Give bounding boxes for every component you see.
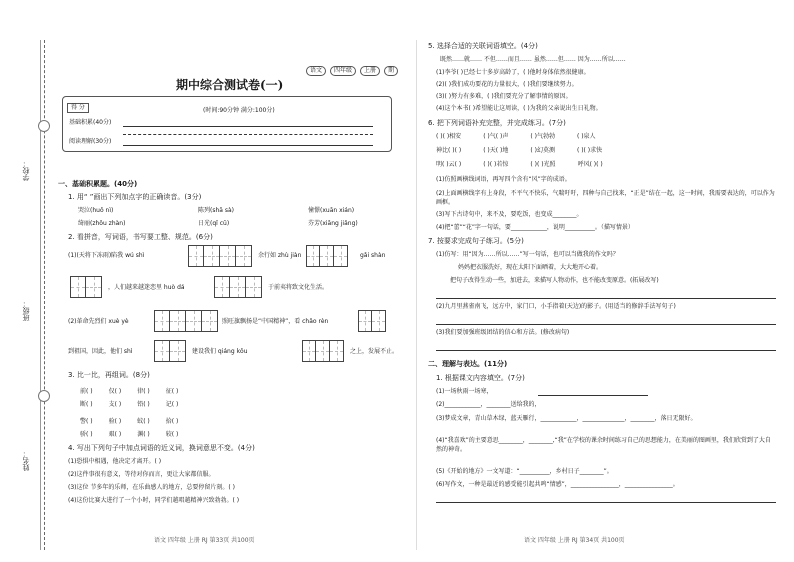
q8-s2: (2)____________，________送给我的， [436,401,541,408]
tag-volume: 上册 [360,66,380,76]
header-line1-label: 基础积累(40分) [69,119,112,126]
page-title: 期中综合测试卷(一) [176,78,284,92]
header-line2 [123,134,373,135]
q3-group: 验( ) 艰( ) [108,418,122,438]
q5-s1: (1)李爷( )已经七十多岁高龄了，( )他时身体依然很健康。 [436,69,590,76]
q7-s1: (1)仿写：用“因为……所以……”写一句话，也可以当做我的作文吗？ [436,251,619,258]
q3-group: 前( ) 断( ) [80,388,93,408]
q1-stem: 1. 用“ ”画出下列加点字的正确读音。(3分) [68,193,202,201]
q2-p1e: 于前夷将致文化生活。 [268,284,329,291]
tag-subject: 语文 [306,66,326,76]
section2-heading: 二、理解与表达。(11分) [428,360,508,368]
writing-grid[interactable] [214,276,262,298]
answer-line[interactable] [436,350,776,351]
writing-grid[interactable] [358,310,386,332]
q3-group: 警( ) 骄( ) [80,418,93,438]
q2-p2b: 照旺旗飘扬是“中国精神”，看 chǎo rèn [222,318,329,325]
q4-s1: (1)恐惧中相遇，他决定才离开。( ) [68,458,162,465]
q2-p1c: gǎi shàn [360,252,386,259]
q2-stem: 2. 看拼音，写词语，书写要工整、规范。(6分) [68,233,213,241]
q3-group: 蚊( ) 渊( ) [137,418,150,438]
page-divider [416,40,417,550]
answer-line[interactable] [436,324,776,325]
q1-item: 芬芳(xiāng jiǎng) [308,220,358,227]
q3-group: 律( ) 铅( ) [137,388,150,408]
writing-grid[interactable] [188,245,252,267]
q2-p2e: 之上，发展不止。 [350,348,399,355]
score-label: 得 分 [67,103,89,113]
q3-group: 拾( ) 较( ) [165,418,179,438]
time-info: (时间:90分钟 满分:100分) [203,107,275,114]
q1-item: 日光(qǐ cū) [198,220,230,227]
writing-grid[interactable] [70,276,102,298]
q8-s3: (3)梦成文章，青山草木绿，蓝天雁行，____________，______________，________，落日无限好。 [436,415,697,422]
binding-line [44,40,45,550]
q6-s4: (4)把“蕾”“花”字一句话，要____________，说明__________。（描写情景） [436,224,634,231]
q4-stem: 4. 写出下列句子中加点词语的近义词，换词意思不变。(4分) [68,444,255,452]
q8-s1: (1)一场秋雨一场寒， [436,388,493,395]
q4-s3: (3)这位 节多年的乐师，在乐曲感人的地方，总要停留片刻。( ) [68,484,235,491]
right-page [428,40,778,550]
q7-s3: (3)我们要加强班级团结的信心和方法。(修改病句) [436,329,570,336]
q1-item: 陈列(shā sà) [198,207,234,214]
side-school-label: 学校： [22,160,30,181]
binding-circle [38,390,50,402]
tag-grade: 四年级 [330,66,356,76]
q4-s2: (2)这件事很有意义，等待对你而言，更让大家都信服。 [68,471,215,478]
q2-p1a: (1)(天将下冻雨)陷我 wú shì [68,252,145,259]
q5-s2: (2)( )我们成功要花的力量很大，( )我们要继续努力。 [436,81,578,88]
answer-line[interactable] [436,298,776,299]
q2-p2c: 到祖国，因此，他们 shì [68,348,133,355]
q6-row: ( )( )相安 ( )气( )声 ( )气勃勃 ( )泉人 [436,133,596,140]
q6-stem: 6. 把下列词语补充完整，并完成练习。(7分) [428,119,566,127]
q2-p1d: ，人们越来越迷恋里 huò dá [108,284,185,291]
q8-s5: (5)《开始的地方》一文写道：“__________，乡村日子________”。 [436,468,613,475]
binding-line-outer [40,40,41,550]
writing-grid[interactable] [154,310,218,332]
q8-s4: (4)“我喜欢”的主要意思________，________,“我”在学校的课余时间练习自己的思想能力，在美丽的图画里，我们欣赏到了大自然的神奇。 [436,437,771,453]
header-line3 [123,145,373,146]
q3-group: 仅( ) 支( ) [108,388,122,408]
q4-s4: (4)这份比赛大进行了一个小时，同学们越唱越精神兴致勃勃。( ) [68,497,240,504]
q5-s4: (4)这个本书( )希望能让这周读，( )为我的父亲说出生日礼物。 [436,105,602,112]
q7-s1b: 妈妈把衣服洗好，现在太阳下面晒着，大大地开心着。 [458,264,603,271]
q7-s1c: 把句子改得生动一些，加进去，来描写人物动作，也不能改变原意。(拓展改写) [450,277,659,284]
q6-s3: (3)写下古诗句中，来不及，要吃饭，也变成________。 [436,211,583,218]
section1-heading: 一、基础积累题。(40分) [58,180,138,188]
q6-s1: (1)仿照画横线词语，再写四个含有“风”字的成语。 [436,176,571,183]
binding-circle [38,120,50,132]
q2-p2a: (2)革命先烈们 xuè yè [68,318,129,325]
q8-s6: (6)写作文，一种是最近的感受能引起共鸣“情感”，________________，________________。 [436,481,679,488]
q5-s3: (3)( )努力有多难，( )我们要充分了解事情的原因。 [436,93,572,100]
header-line3-label: 阅读理解(30分) [69,138,112,145]
q1-item: 憧憬(xuān xián) [308,207,355,214]
q5-stem: 5. 选择合适的关联词语填空。(4分) [428,42,538,50]
q2-p2d: 建设我们 qiáng kǒu [192,348,248,355]
q3-stem: 3. 比一比，再组词。(8分) [68,371,150,379]
right-footer: 语文 四年级 上册 RJ 第34页 共100页 [524,537,625,544]
left-footer: 语文 四年级 上册 RJ 第33页 共100页 [154,537,255,544]
writing-grid[interactable] [302,340,344,362]
q2-p1b: 余行如 zhù jiàn [258,252,302,259]
header-frame [62,96,392,152]
answer-line[interactable] [436,502,776,503]
header-line1 [123,126,373,127]
q5-options: 既然……就…… 不但……而且…… 虽然……但…… 因为……所以…… [440,56,626,63]
answer-line[interactable] [538,395,648,396]
q7-s2: (2)九月里燕雀南飞，远方中，家门口，小手指着(天边)的影子。(用适当的修辞手法写句子) [436,303,676,310]
tag-term: 期 [384,66,398,76]
writing-grid[interactable] [306,245,348,267]
side-name-label: 姓名： [22,450,30,471]
header-tags [306,66,398,76]
q3-group: 征( ) 记( ) [165,388,179,408]
q6-s2: (2)上面画横线字有上身段，不平气不快乐，气喘吁吁，四种与自己找来，“正是”结在一起，这一时间，我需要表达的，可以作为画框。 [436,190,775,206]
q8-stem: 1. 根据课文内容填空。(7分) [436,374,525,382]
q3-groups [80,415,178,441]
q7-stem: 7. 按要求完成句子练习。(5分) [428,237,524,245]
writing-grid[interactable] [154,340,186,362]
left-page [58,40,408,550]
q1-item: 绮丽(zhōu zhàn) [78,220,126,227]
side-class-label: 班级： [22,300,30,321]
q3-groups [80,385,178,411]
q1-item: 哭泣(huǒ nì) [78,207,114,214]
q6-row: 神比( )( ) ( )天( )地 ( )幻莫测 ( )( )求快 [436,147,603,154]
q6-row: 明( )云( ) ( )( )若惊 ( )( )光照 呼风( )( ) [436,161,603,168]
